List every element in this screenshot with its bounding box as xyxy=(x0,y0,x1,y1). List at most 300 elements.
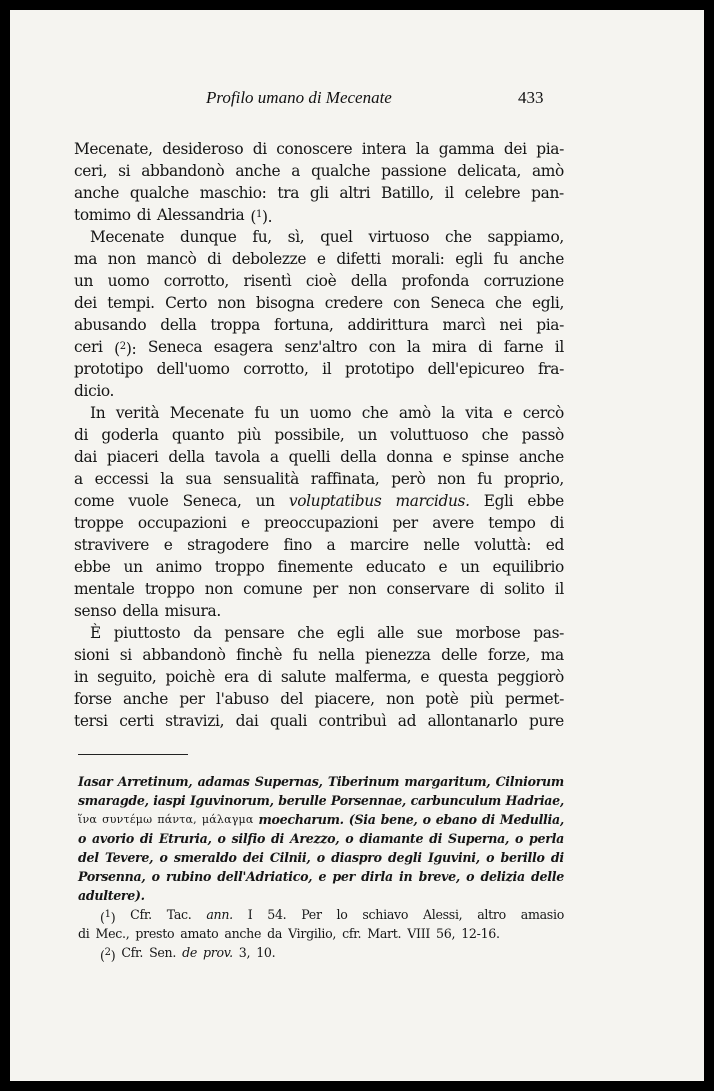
text-line xyxy=(74,644,564,666)
word: equilibrio xyxy=(492,558,564,576)
word: pure xyxy=(529,712,564,730)
word: Arretinum, xyxy=(117,774,193,789)
word: marcire xyxy=(350,536,409,554)
word: morali: xyxy=(391,250,445,268)
word: abbandonò xyxy=(142,646,226,664)
word: allontanarlo xyxy=(427,712,518,730)
footnote-line xyxy=(78,791,564,810)
word: o xyxy=(422,812,431,827)
word: con xyxy=(393,294,420,312)
word: o xyxy=(217,831,226,846)
word: l'abuso xyxy=(216,690,269,708)
word: ebbe xyxy=(527,492,564,510)
word: stravizi, xyxy=(165,712,225,730)
word: troppe xyxy=(74,514,124,532)
word: certi xyxy=(119,712,154,730)
word: amato xyxy=(180,926,219,941)
word: piuttosto xyxy=(113,624,181,642)
word: desideroso xyxy=(162,140,244,158)
word: dicio. xyxy=(74,382,115,400)
word: fortuna, xyxy=(273,316,334,334)
word: μάλαγμα xyxy=(201,813,254,826)
word: schiavo xyxy=(362,907,409,922)
word: e xyxy=(163,536,173,554)
word: dei xyxy=(242,850,264,865)
word: educato xyxy=(365,558,426,576)
word: morbose xyxy=(455,624,521,642)
word: o xyxy=(316,850,325,865)
word: un xyxy=(74,272,94,290)
word: ed xyxy=(545,536,564,554)
word: 3, xyxy=(238,945,251,960)
word: un xyxy=(255,492,275,510)
word: anche xyxy=(235,162,281,180)
word: di xyxy=(271,831,284,846)
word: Cilnii, xyxy=(269,850,311,865)
text-line xyxy=(74,490,564,512)
word: passione xyxy=(381,162,447,180)
word: uomo xyxy=(309,404,352,422)
word: un xyxy=(123,558,143,576)
footnote-line xyxy=(78,829,564,848)
word: Tevere, xyxy=(104,850,154,865)
word: più xyxy=(469,690,494,708)
word: Etruria, xyxy=(158,831,212,846)
word: Egli xyxy=(483,492,514,510)
word: Virgilio, xyxy=(288,926,337,941)
footnote-separator xyxy=(78,754,188,755)
footnote-line xyxy=(78,867,564,886)
word: gli xyxy=(309,184,329,202)
word: quanto xyxy=(171,426,225,444)
word: sensualità xyxy=(223,470,299,488)
word: egli xyxy=(455,250,483,268)
word: a xyxy=(291,162,301,180)
word: verità xyxy=(115,404,160,422)
word: adamas xyxy=(197,774,250,789)
word: virtuoso xyxy=(368,228,430,246)
word: Batillo, xyxy=(381,184,434,202)
word: fino xyxy=(283,536,312,554)
text-line xyxy=(74,204,564,226)
word: si xyxy=(118,162,131,180)
word: fu xyxy=(292,646,308,664)
word: Tiberinum xyxy=(327,774,400,789)
word: tavola xyxy=(214,448,260,466)
word: della xyxy=(168,448,205,466)
word: si xyxy=(119,646,132,664)
word: nella xyxy=(318,646,355,664)
word: alle xyxy=(377,624,404,642)
word: con xyxy=(368,338,396,356)
word: occupazioni xyxy=(137,514,227,532)
word: voluptatibus xyxy=(288,492,382,510)
word: possibile, xyxy=(274,426,345,444)
word: συντέμω xyxy=(102,813,153,826)
word: conoscere xyxy=(276,140,353,158)
word: marcidus. xyxy=(395,492,470,510)
word: la xyxy=(160,470,174,488)
word: smaragde, xyxy=(78,793,149,808)
text-line xyxy=(74,336,564,358)
word: di xyxy=(207,250,222,268)
word: di xyxy=(478,338,493,356)
word: fra- xyxy=(537,360,564,378)
word: nei xyxy=(499,316,523,334)
word: un xyxy=(357,426,377,444)
text-line xyxy=(74,160,564,182)
word: avere xyxy=(432,514,474,532)
word: il xyxy=(444,184,454,202)
word: amò xyxy=(531,162,564,180)
word: tempi. xyxy=(107,294,155,312)
word: o xyxy=(78,831,87,846)
word: Seneca xyxy=(147,338,203,356)
word: Cfr. xyxy=(121,945,144,960)
word: raffinata, xyxy=(310,470,380,488)
word: prototipo xyxy=(344,360,414,378)
word: più xyxy=(237,426,262,444)
word: non xyxy=(348,580,377,598)
word: berillo xyxy=(500,850,545,865)
word: amasio xyxy=(520,907,564,922)
word: fu xyxy=(477,470,493,488)
word: era xyxy=(224,668,249,686)
text-line xyxy=(74,512,564,534)
word: o xyxy=(151,869,160,884)
word: gamma xyxy=(438,140,495,158)
word: degli xyxy=(387,850,422,865)
word: 56, xyxy=(436,926,456,941)
word: delizia xyxy=(480,869,525,884)
word: voluttà: xyxy=(474,536,532,554)
word: e xyxy=(503,404,513,422)
word: però xyxy=(391,470,426,488)
word: pensare xyxy=(224,624,285,642)
footnote-1-cont xyxy=(78,924,564,943)
word: di xyxy=(550,850,564,865)
word: misura. xyxy=(164,602,221,620)
text-line xyxy=(74,556,564,578)
word: È xyxy=(90,624,101,642)
word: avorio xyxy=(92,831,134,846)
word: il xyxy=(554,580,564,598)
word: Mart. xyxy=(367,926,402,941)
word: mancò xyxy=(146,250,197,268)
word: e xyxy=(241,514,250,532)
word: Iguvini, xyxy=(427,850,480,865)
word: dai xyxy=(74,448,97,466)
word: del xyxy=(280,690,304,708)
word: Medullia, xyxy=(499,812,564,827)
word: ma xyxy=(540,646,564,664)
word: debolezze xyxy=(231,250,307,268)
word: 10. xyxy=(256,945,276,960)
word: potè xyxy=(425,690,459,708)
word: Porsenna, xyxy=(78,869,146,884)
word: anche xyxy=(224,926,262,941)
word: altro xyxy=(477,907,506,922)
word: Arezzo, xyxy=(289,831,340,846)
text-line xyxy=(74,688,564,710)
word: sue xyxy=(416,624,443,642)
word: spinse xyxy=(461,448,509,466)
text-line xyxy=(74,314,564,336)
word: di xyxy=(78,926,90,941)
word: anche xyxy=(518,448,564,466)
word: a xyxy=(74,470,83,488)
word: ($^1$). xyxy=(250,208,273,226)
word: moecharum. xyxy=(258,812,344,827)
word: Cilniorum xyxy=(495,774,564,789)
word: e xyxy=(316,250,326,268)
word: bene, xyxy=(380,812,418,827)
word: delle xyxy=(531,869,564,884)
word: Iasar xyxy=(78,774,113,789)
word: dell'epicureo xyxy=(427,360,525,378)
word: prov. xyxy=(202,945,233,960)
word: quelli xyxy=(288,448,331,466)
word: fu xyxy=(493,250,509,268)
word: poichè xyxy=(165,668,216,686)
word: stragodere xyxy=(187,536,269,554)
word: della xyxy=(160,316,197,334)
word: troppo xyxy=(214,558,265,576)
word: sua xyxy=(185,470,212,488)
word: che xyxy=(495,294,522,312)
word: voluttuoso xyxy=(390,426,469,444)
word: Mecenate, xyxy=(74,140,153,158)
word: di xyxy=(479,580,494,598)
word: piacere, xyxy=(314,690,375,708)
word: mira xyxy=(431,338,467,356)
text-line xyxy=(74,622,564,644)
word: e xyxy=(318,869,327,884)
word: Seneca, xyxy=(182,492,242,510)
text-line xyxy=(74,226,564,248)
word: nelle xyxy=(423,536,460,554)
word: che xyxy=(297,624,324,642)
word: della xyxy=(122,602,159,620)
word: Sen. xyxy=(149,945,177,960)
word: marcì xyxy=(442,316,486,334)
word: eccessi xyxy=(94,470,149,488)
word: il xyxy=(554,338,564,356)
word: ($^1$) xyxy=(100,909,116,925)
word: Cfr. xyxy=(130,907,152,922)
word: forze, xyxy=(487,646,531,664)
word: πάντα, xyxy=(157,813,197,826)
word: la xyxy=(407,338,421,356)
word: Mecenate xyxy=(90,228,165,246)
word: non xyxy=(204,580,233,598)
footnote-2 xyxy=(78,943,564,962)
word: finchè xyxy=(236,646,283,664)
word: ceri xyxy=(74,338,103,356)
word: senso xyxy=(74,602,117,620)
word: o xyxy=(345,831,354,846)
book-page xyxy=(10,10,704,1081)
word: Hadriae, xyxy=(505,793,564,808)
word: del xyxy=(78,850,99,865)
word: Alessi, xyxy=(422,907,463,922)
word: troppo xyxy=(144,580,195,598)
page-number: 433 xyxy=(518,88,544,107)
word: ebbe xyxy=(74,558,111,576)
word: Iguvinorum, xyxy=(189,793,274,808)
word: abusando xyxy=(74,316,147,334)
word: in xyxy=(399,869,413,884)
word: lo xyxy=(336,907,348,922)
word: altri xyxy=(339,184,371,202)
word: di xyxy=(136,206,151,224)
word: non xyxy=(107,250,136,268)
text-line xyxy=(74,710,564,732)
word: Supernas, xyxy=(254,774,323,789)
word: di xyxy=(252,140,267,158)
word: Per xyxy=(301,907,322,922)
word: sappiamo, xyxy=(487,228,564,246)
word: pienezza xyxy=(365,646,431,664)
word: in xyxy=(74,668,89,686)
word: I xyxy=(247,907,253,922)
word: per xyxy=(179,690,205,708)
word: questa xyxy=(438,668,489,686)
word: il xyxy=(322,360,332,378)
word: salute xyxy=(280,668,326,686)
word: sioni xyxy=(74,646,110,664)
word: non xyxy=(217,294,246,312)
word: anche xyxy=(74,184,119,202)
word: ἵνα xyxy=(78,813,98,826)
word: celebre xyxy=(464,184,521,202)
word: di xyxy=(139,831,153,846)
word: profonda xyxy=(401,272,470,290)
word: forse xyxy=(74,690,112,708)
word: Mec., xyxy=(95,926,130,941)
word: un xyxy=(279,404,299,422)
word: (Sia xyxy=(348,812,376,827)
text-line xyxy=(74,600,564,622)
word: dunque xyxy=(180,228,237,246)
word: anche xyxy=(122,690,168,708)
word: presto xyxy=(135,926,175,941)
footnotes xyxy=(78,772,564,962)
word: ebano xyxy=(435,812,477,827)
word: come xyxy=(74,492,115,510)
word: o xyxy=(466,869,475,884)
word: adultere). xyxy=(78,888,145,903)
running-header xyxy=(10,88,704,114)
word: di xyxy=(481,812,495,827)
word: qualche xyxy=(129,184,189,202)
word: dei xyxy=(74,294,97,312)
word: cioè xyxy=(305,272,337,290)
word: non xyxy=(437,470,466,488)
word: senz'altro xyxy=(284,338,358,356)
word: e xyxy=(442,448,452,466)
word: ($^2$): xyxy=(114,340,137,358)
text-line xyxy=(74,424,564,446)
word: conservare xyxy=(386,580,470,598)
word: sì, xyxy=(287,228,305,246)
word: da xyxy=(267,926,283,941)
text-line xyxy=(74,380,564,402)
footnote-line xyxy=(78,848,564,867)
word: delicata, xyxy=(457,162,522,180)
word: dirla xyxy=(361,869,393,884)
word: preoccupazioni xyxy=(264,514,379,532)
word: credere xyxy=(324,294,383,312)
word: o xyxy=(159,850,168,865)
footnote-line xyxy=(78,886,564,905)
word: di xyxy=(74,426,89,444)
word: passò xyxy=(521,426,564,444)
word: anche xyxy=(519,250,564,268)
word: vita xyxy=(465,404,493,422)
word: di xyxy=(549,514,564,532)
word: tra xyxy=(277,184,300,202)
word: cercò xyxy=(522,404,564,422)
word: Certo xyxy=(165,294,208,312)
word: della xyxy=(340,448,377,466)
word: non xyxy=(386,690,415,708)
text-line xyxy=(74,534,564,556)
text-line xyxy=(74,578,564,600)
word: ann. xyxy=(206,907,233,922)
word: In xyxy=(90,404,106,422)
word: Alessandria xyxy=(156,206,245,224)
footnote-1 xyxy=(78,905,564,924)
word: animo xyxy=(155,558,202,576)
running-title: Profilo umano di Mecenate xyxy=(206,88,392,107)
text-line xyxy=(74,138,564,160)
word: di xyxy=(257,668,272,686)
word: corrotto, xyxy=(163,272,229,290)
word: che xyxy=(481,426,509,444)
word: amò xyxy=(398,404,431,422)
word: ma xyxy=(74,250,98,268)
word: 54. xyxy=(267,907,287,922)
word: per xyxy=(332,869,355,884)
word: corrotto, xyxy=(243,360,309,378)
word: vuole xyxy=(128,492,169,510)
word: esagera xyxy=(213,338,273,356)
word: per xyxy=(312,580,338,598)
text-line xyxy=(74,292,564,314)
word: maschio: xyxy=(199,184,267,202)
word: donna xyxy=(386,448,433,466)
word: piaceri xyxy=(106,448,159,466)
word: cfr. xyxy=(342,926,362,941)
word: troppa xyxy=(210,316,260,334)
text-line xyxy=(74,468,564,490)
word: quel xyxy=(320,228,353,246)
word: silfio xyxy=(231,831,266,846)
text-line xyxy=(74,666,564,688)
word: difetti xyxy=(336,250,381,268)
word: uomo xyxy=(107,272,150,290)
word: finemente xyxy=(277,558,353,576)
text-line xyxy=(74,182,564,204)
text-line xyxy=(74,358,564,380)
word: Seneca xyxy=(430,294,485,312)
word: egli, xyxy=(532,294,564,312)
word: dai xyxy=(235,712,259,730)
word: ceri, xyxy=(74,162,108,180)
word: comune xyxy=(243,580,303,598)
word: stravivere xyxy=(74,536,150,554)
